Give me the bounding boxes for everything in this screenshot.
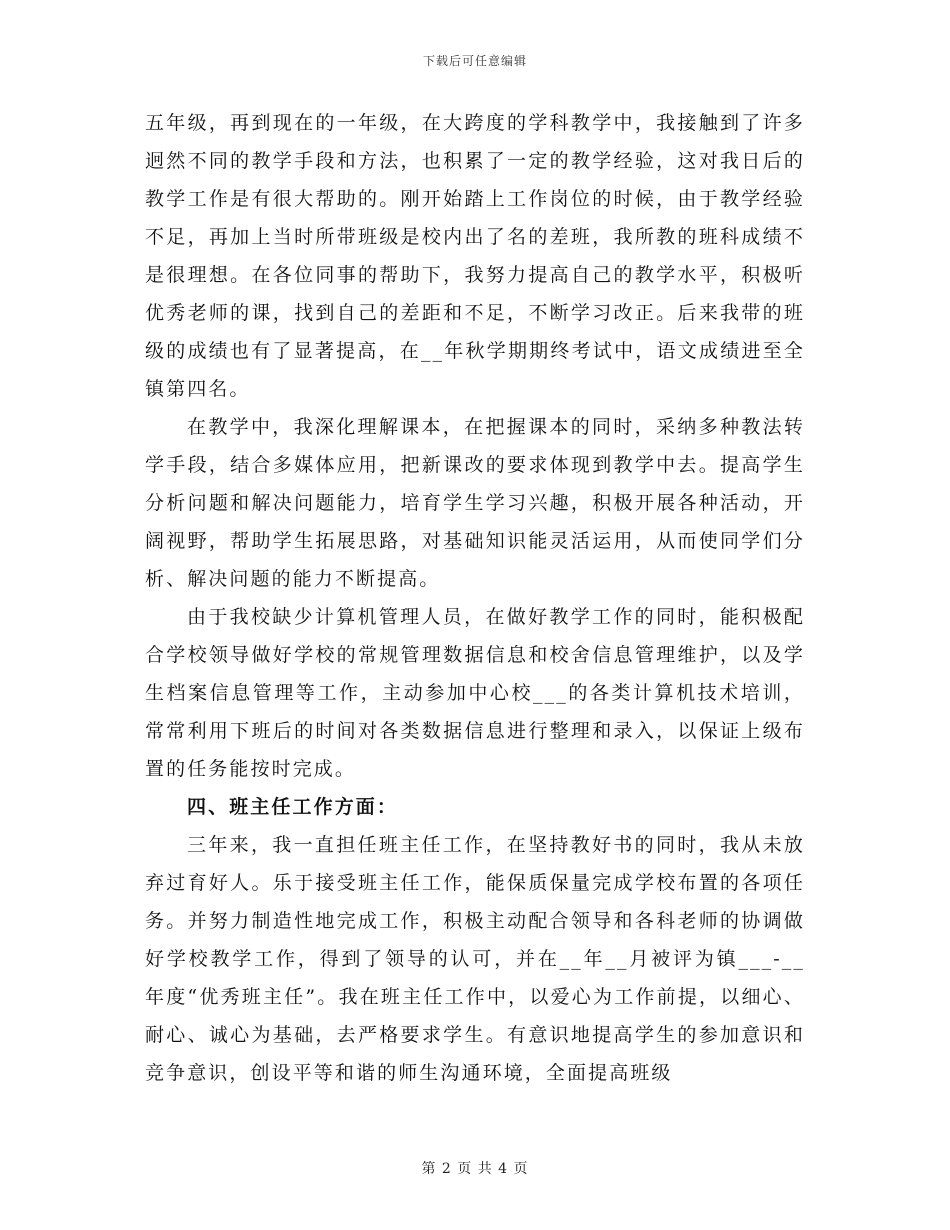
page-footer-page-number: 第 2 页 共 4 页 (421, 1161, 529, 1177)
page-header: 下载后可任意编辑 (422, 54, 527, 68)
document-body (145, 104, 805, 1092)
paragraph-teaching-methods: 在教学中，我深化理解课本，在把握课本的同时，采纳多种教法转学手段，结合多媒体应用，把新课改的要求体现到教学中去。提高学生分析问题和解决问题能力，培育学生学习兴趣，积极开展各种活动，开阔视野，帮助学生拓展思路，对基础知识能灵活运用，从而使同学们分析、解决问题的能力不断提高。 (145, 416, 805, 590)
section-heading-head-teacher: 四、班主任工作方面： (187, 796, 399, 818)
paragraph-head-teacher-work: 三年来，我一直担任班主任工作，在坚持教好书的同时，我从未放弃过育好人。乐于接受班主任工作，能保质保量完成学校布置的各项任务。并努力制造性地完成工作，积极主动配合领导和各科老师的协调做好学校教学工作，得到了领导的认可，并在__年__月被评为镇___-__年度“优秀班主任”。我在班主任工作中，以爱心为工作前提，以细心、耐心、诚心为基础，去严格要求学生。有意识地提高学生的参加意识和竞争意识，创设平等和谐的师生沟通环境，全面提高班级 (145, 834, 805, 1084)
paragraph-teaching-experience: 五年级，再到现在的一年级，在大跨度的学科教学中，我接触到了许多迥然不同的教学手段和方法，也积累了一定的教学经验，这对我日后的教学工作是有很大帮助的。刚开始踏上工作岗位的时候，由于教学经验不足，再加上当时所带班级是校内出了名的差班，我所教的班科成绩不是很理想。在各位同事的帮助下，我努力提高自己的教学水平，积极听优秀老师的课，找到自己的差距和不足，不断学习改正。后来我带的班级的成绩也有了显著提高，在__年秋学期期终考试中，语文成绩进至全镇第四名。 (145, 112, 805, 400)
paragraph-computer-management: 由于我校缺少计算机管理人员，在做好教学工作的同时，能积极配合学校领导做好学校的常规管理数据信息和校舍信息管理维护，以及学生档案信息管理等工作，主动参加中心校___的各类计算机技术培训，常常利用下班后的时间对各类数据信息进行整理和录入，以保证上级布置的任务能按时完成。 (145, 606, 805, 780)
